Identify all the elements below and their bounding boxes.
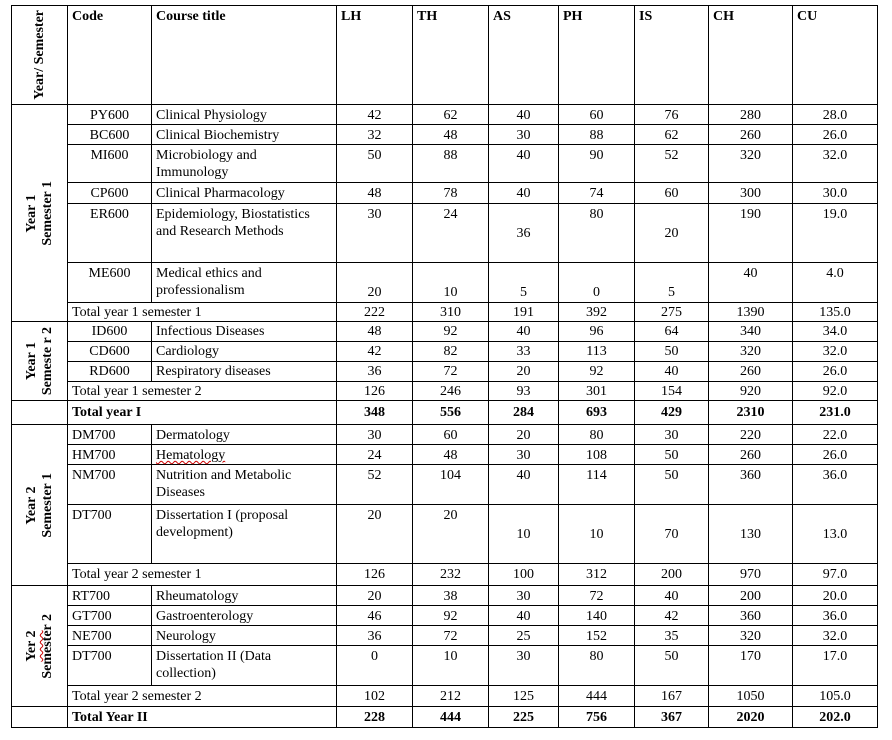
- cell-lh: 0: [337, 646, 413, 686]
- cell-th: 10: [413, 263, 489, 303]
- course-title: Dermatology: [152, 425, 337, 445]
- header-course-title: Course title: [152, 6, 337, 105]
- cell-lh: 48: [337, 322, 413, 342]
- course-code: DT700: [68, 505, 152, 564]
- header-code: Code: [68, 6, 152, 105]
- subtotal-label: Total year 1 semester 1: [68, 303, 337, 322]
- cell-th: 212: [413, 686, 489, 707]
- cell-is: 40: [635, 586, 709, 606]
- cell-ch: 220: [709, 425, 793, 445]
- table-row: [12, 145, 878, 183]
- cell-ch: 190: [709, 204, 793, 263]
- cell-lh: 52: [337, 465, 413, 505]
- header-lh: LH: [337, 6, 413, 105]
- section-label-y2s1: Year 2 Semester 1: [12, 425, 68, 586]
- cell-ch: 320: [709, 342, 793, 362]
- cell-is: 52: [635, 145, 709, 183]
- cell-cu: 231.0: [793, 401, 878, 425]
- cell-ph: 92: [559, 362, 635, 382]
- cell-th: 310: [413, 303, 489, 322]
- course-title: Hematology: [152, 445, 337, 465]
- cell-is: 50: [635, 646, 709, 686]
- cell-ch: 1390: [709, 303, 793, 322]
- course-code: BC600: [68, 125, 152, 145]
- empty-cell: [12, 401, 68, 425]
- course-code: DT700: [68, 646, 152, 686]
- table-row: [12, 646, 878, 686]
- subtotal-label: Total year 2 semester 1: [68, 564, 337, 586]
- cell-ch: 200: [709, 586, 793, 606]
- cell-is: 42: [635, 606, 709, 626]
- cell-ph: 140: [559, 606, 635, 626]
- cell-is: 429: [635, 401, 709, 425]
- table-row: [12, 465, 878, 505]
- cell-is: 50: [635, 342, 709, 362]
- cell-as: 40: [489, 183, 559, 204]
- cell-lh: 30: [337, 204, 413, 263]
- cell-ch: 320: [709, 145, 793, 183]
- course-code: DM700: [68, 425, 152, 445]
- cell-ch: 970: [709, 564, 793, 586]
- cell-cu: 17.0: [793, 646, 878, 686]
- course-title: Microbiology and Immunology: [152, 145, 337, 183]
- cell-ch: 260: [709, 362, 793, 382]
- cell-th: 556: [413, 401, 489, 425]
- cell-as: 10: [489, 505, 559, 564]
- section-label-y1s2: Year 1 Semeste r 2: [12, 322, 68, 401]
- cell-lh: 42: [337, 342, 413, 362]
- cell-lh: 36: [337, 626, 413, 646]
- cell-as: 225: [489, 707, 559, 728]
- course-title: Nutrition and Metabolic Diseases: [152, 465, 337, 505]
- cell-as: 125: [489, 686, 559, 707]
- cell-as: 40: [489, 105, 559, 125]
- cell-lh: 46: [337, 606, 413, 626]
- cell-cu: 34.0: [793, 322, 878, 342]
- cell-ph: 312: [559, 564, 635, 586]
- cell-th: 104: [413, 465, 489, 505]
- cell-cu: 13.0: [793, 505, 878, 564]
- cell-as: 20: [489, 362, 559, 382]
- table-row: [12, 322, 878, 342]
- cell-lh: 20: [337, 586, 413, 606]
- course-title: Epidemiology, Biostatistics and Research Methods: [152, 204, 337, 263]
- course-title: Infectious Diseases: [152, 322, 337, 342]
- cell-lh: 36: [337, 362, 413, 382]
- course-code: RD600: [68, 362, 152, 382]
- cell-as: 284: [489, 401, 559, 425]
- cell-lh: 48: [337, 183, 413, 204]
- empty-cell: [12, 707, 68, 728]
- header-ch: CH: [709, 6, 793, 105]
- cell-ph: 80: [559, 646, 635, 686]
- cell-is: 50: [635, 465, 709, 505]
- cell-as: 100: [489, 564, 559, 586]
- cell-ph: 80: [559, 204, 635, 263]
- table-row: [12, 626, 878, 646]
- cell-is: 154: [635, 382, 709, 401]
- cell-as: 20: [489, 425, 559, 445]
- cell-lh: 50: [337, 145, 413, 183]
- cell-as: 30: [489, 646, 559, 686]
- cell-ph: 114: [559, 465, 635, 505]
- cell-ph: 756: [559, 707, 635, 728]
- cell-th: 92: [413, 322, 489, 342]
- cell-is: 200: [635, 564, 709, 586]
- course-code: HM700: [68, 445, 152, 465]
- course-title: Rheumatology: [152, 586, 337, 606]
- cell-lh: 32: [337, 125, 413, 145]
- cell-ph: 74: [559, 183, 635, 204]
- cell-ch: 280: [709, 105, 793, 125]
- cell-ph: 88: [559, 125, 635, 145]
- cell-th: 20: [413, 505, 489, 564]
- cell-th: 48: [413, 445, 489, 465]
- cell-cu: 30.0: [793, 183, 878, 204]
- cell-as: 33: [489, 342, 559, 362]
- course-table: [11, 5, 878, 728]
- cell-cu: 28.0: [793, 105, 878, 125]
- cell-th: 24: [413, 204, 489, 263]
- year-total-label: Total year I: [68, 401, 337, 425]
- cell-as: 40: [489, 322, 559, 342]
- cell-cu: 19.0: [793, 204, 878, 263]
- cell-ph: 0: [559, 263, 635, 303]
- cell-ch: 300: [709, 183, 793, 204]
- header-row: [12, 6, 878, 105]
- cell-ph: 301: [559, 382, 635, 401]
- cell-as: 93: [489, 382, 559, 401]
- course-title: Clinical Physiology: [152, 105, 337, 125]
- cell-cu: 32.0: [793, 145, 878, 183]
- cell-ch: 360: [709, 465, 793, 505]
- cell-is: 167: [635, 686, 709, 707]
- cell-ph: 444: [559, 686, 635, 707]
- cell-ph: 60: [559, 105, 635, 125]
- cell-th: 82: [413, 342, 489, 362]
- cell-ch: 1050: [709, 686, 793, 707]
- subtotal-row: [12, 382, 878, 401]
- cell-th: 88: [413, 145, 489, 183]
- table-row: [12, 263, 878, 303]
- table-row: [12, 183, 878, 204]
- cell-th: 72: [413, 626, 489, 646]
- cell-is: 62: [635, 125, 709, 145]
- cell-ch: 2020: [709, 707, 793, 728]
- section-label-y1s1: Year 1 Semester 1: [12, 105, 68, 322]
- table-row: [12, 586, 878, 606]
- header-ph: PH: [559, 6, 635, 105]
- cell-th: 246: [413, 382, 489, 401]
- cell-ph: 108: [559, 445, 635, 465]
- cell-ph: 113: [559, 342, 635, 362]
- cell-th: 444: [413, 707, 489, 728]
- subtotal-row: [12, 303, 878, 322]
- cell-cu: 20.0: [793, 586, 878, 606]
- cell-lh: 24: [337, 445, 413, 465]
- course-code: PY600: [68, 105, 152, 125]
- cell-cu: 105.0: [793, 686, 878, 707]
- course-title: Clinical Pharmacology: [152, 183, 337, 204]
- cell-ph: 72: [559, 586, 635, 606]
- cell-ph: 96: [559, 322, 635, 342]
- cell-cu: 26.0: [793, 445, 878, 465]
- cell-cu: 135.0: [793, 303, 878, 322]
- cell-is: 70: [635, 505, 709, 564]
- year-total-label: Total Year II: [68, 707, 337, 728]
- cell-ch: 340: [709, 322, 793, 342]
- subtotal-row: [12, 564, 878, 586]
- course-code: NM700: [68, 465, 152, 505]
- cell-lh: 102: [337, 686, 413, 707]
- cell-ch: 2310: [709, 401, 793, 425]
- course-code: NE700: [68, 626, 152, 646]
- cell-cu: 97.0: [793, 564, 878, 586]
- course-code: GT700: [68, 606, 152, 626]
- cell-lh: 222: [337, 303, 413, 322]
- cell-as: 30: [489, 445, 559, 465]
- course-code: ID600: [68, 322, 152, 342]
- cell-th: 78: [413, 183, 489, 204]
- cell-th: 232: [413, 564, 489, 586]
- cell-is: 40: [635, 362, 709, 382]
- cell-lh: 348: [337, 401, 413, 425]
- course-code: RT700: [68, 586, 152, 606]
- cell-as: 30: [489, 586, 559, 606]
- cell-is: 275: [635, 303, 709, 322]
- cell-th: 10: [413, 646, 489, 686]
- cell-cu: 202.0: [793, 707, 878, 728]
- cell-ch: 320: [709, 626, 793, 646]
- cell-is: 30: [635, 425, 709, 445]
- cell-is: 60: [635, 183, 709, 204]
- cell-ch: 260: [709, 125, 793, 145]
- cell-lh: 126: [337, 382, 413, 401]
- cell-th: 38: [413, 586, 489, 606]
- cell-ph: 10: [559, 505, 635, 564]
- table-row: [12, 125, 878, 145]
- year-total-row: [12, 707, 878, 728]
- cell-ph: 392: [559, 303, 635, 322]
- cell-ph: 80: [559, 425, 635, 445]
- cell-cu: 92.0: [793, 382, 878, 401]
- cell-is: 50: [635, 445, 709, 465]
- course-title: Medical ethics and professionalism: [152, 263, 337, 303]
- cell-lh: 20: [337, 263, 413, 303]
- course-code: CD600: [68, 342, 152, 362]
- cell-lh: 42: [337, 105, 413, 125]
- cell-th: 48: [413, 125, 489, 145]
- cell-as: 40: [489, 145, 559, 183]
- course-title: Clinical Biochemistry: [152, 125, 337, 145]
- cell-cu: 26.0: [793, 125, 878, 145]
- course-code: MI600: [68, 145, 152, 183]
- cell-th: 60: [413, 425, 489, 445]
- cell-is: 64: [635, 322, 709, 342]
- cell-ph: 152: [559, 626, 635, 646]
- cell-th: 92: [413, 606, 489, 626]
- course-title: Cardiology: [152, 342, 337, 362]
- cell-cu: 4.0: [793, 263, 878, 303]
- header-as: AS: [489, 6, 559, 105]
- section-label-y2s2: Yer 2 Semester 2: [12, 586, 68, 707]
- cell-is: 35: [635, 626, 709, 646]
- cell-ch: 40: [709, 263, 793, 303]
- table-row: [12, 606, 878, 626]
- header-is: IS: [635, 6, 709, 105]
- header-th: TH: [413, 6, 489, 105]
- cell-is: 5: [635, 263, 709, 303]
- course-title: Neurology: [152, 626, 337, 646]
- cell-ch: 170: [709, 646, 793, 686]
- cell-lh: 20: [337, 505, 413, 564]
- table-row: [12, 362, 878, 382]
- course-code: ER600: [68, 204, 152, 263]
- cell-is: 367: [635, 707, 709, 728]
- subtotal-row: [12, 686, 878, 707]
- cell-cu: 26.0: [793, 362, 878, 382]
- cell-lh: 228: [337, 707, 413, 728]
- header-year-semester: Year/ Semester: [12, 6, 68, 105]
- cell-is: 76: [635, 105, 709, 125]
- cell-ch: 130: [709, 505, 793, 564]
- cell-th: 62: [413, 105, 489, 125]
- cell-lh: 126: [337, 564, 413, 586]
- course-title: Dissertation I (proposal development): [152, 505, 337, 564]
- cell-as: 5: [489, 263, 559, 303]
- cell-as: 30: [489, 125, 559, 145]
- subtotal-label: Total year 1 semester 2: [68, 382, 337, 401]
- cell-is: 20: [635, 204, 709, 263]
- course-code: CP600: [68, 183, 152, 204]
- table-row: [12, 105, 878, 125]
- table-row: [12, 505, 878, 564]
- cell-cu: 32.0: [793, 342, 878, 362]
- course-code: ME600: [68, 263, 152, 303]
- cell-cu: 36.0: [793, 606, 878, 626]
- year-total-row: [12, 401, 878, 425]
- cell-as: 25: [489, 626, 559, 646]
- subtotal-label: Total year 2 semester 2: [68, 686, 337, 707]
- cell-ph: 90: [559, 145, 635, 183]
- cell-ch: 260: [709, 445, 793, 465]
- course-title: Dissertation II (Data collection): [152, 646, 337, 686]
- header-cu: CU: [793, 6, 878, 105]
- cell-cu: 36.0: [793, 465, 878, 505]
- cell-ph: 693: [559, 401, 635, 425]
- table-row: [12, 342, 878, 362]
- cell-lh: 30: [337, 425, 413, 445]
- cell-as: 40: [489, 465, 559, 505]
- table-row: [12, 425, 878, 445]
- cell-th: 72: [413, 362, 489, 382]
- cell-cu: 32.0: [793, 626, 878, 646]
- cell-as: 36: [489, 204, 559, 263]
- course-title: Gastroenterology: [152, 606, 337, 626]
- cell-as: 191: [489, 303, 559, 322]
- cell-cu: 22.0: [793, 425, 878, 445]
- cell-ch: 360: [709, 606, 793, 626]
- course-title: Respiratory diseases: [152, 362, 337, 382]
- table-row: [12, 204, 878, 263]
- cell-ch: 920: [709, 382, 793, 401]
- table-row: [12, 445, 878, 465]
- cell-as: 40: [489, 606, 559, 626]
